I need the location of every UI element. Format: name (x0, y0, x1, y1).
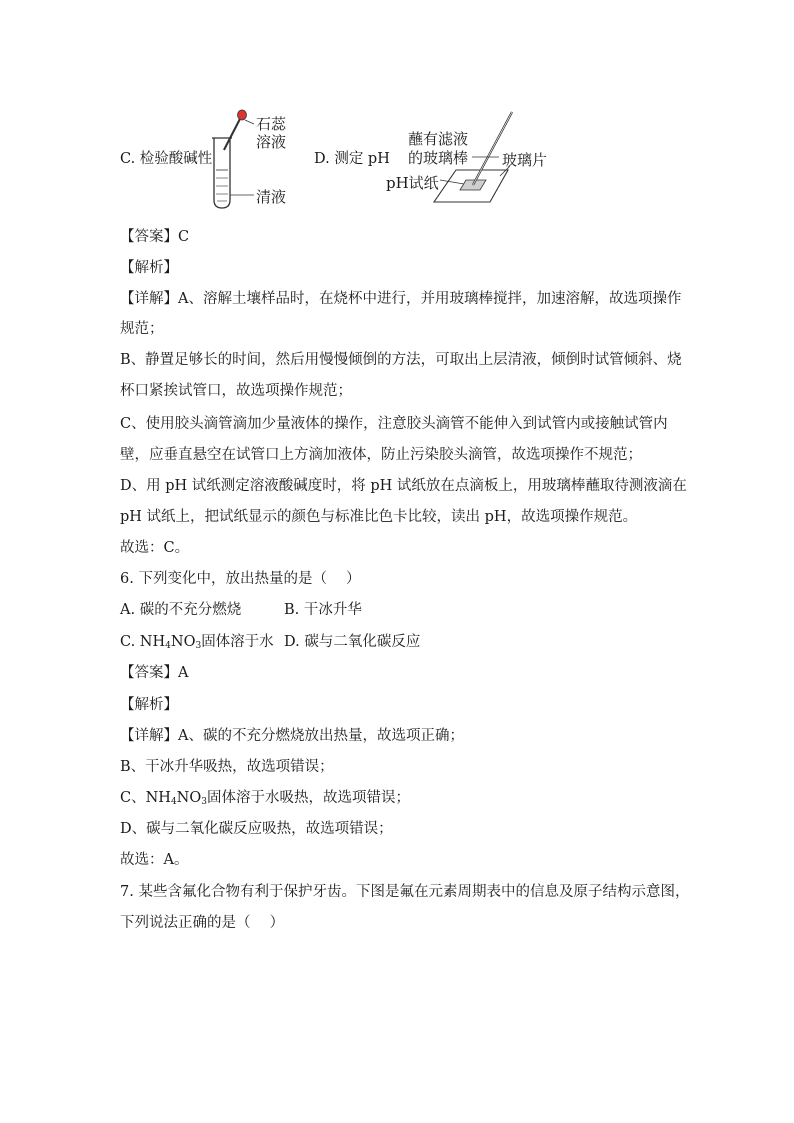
q5-answer: 【答案】C (120, 229, 190, 245)
q6-detail-line-2: B、干冰升华吸热，故选项错误； (120, 759, 334, 775)
option-d-label: D. 测定 pH (314, 151, 390, 167)
q5-detail-line-2: 规范； (120, 321, 164, 337)
q6-stem: 6. 下列变化中，放出热量的是（ ） (120, 571, 361, 587)
q5-detail-line-6: 壁，应垂直悬空在试管口上方滴加液体，防止污染胶头滴管，故选项操作不规范； (120, 447, 642, 463)
q6-answer: 【答案】A (120, 665, 189, 681)
q7-stem-line-2: 下列说法正确的是（ ） (120, 915, 285, 931)
q5-detail-line-3: B、静置足够长的时间，然后用慢慢倾倒的方法，可取出上层清液，倾倒时试管倾斜、烧 (120, 352, 682, 368)
glass-rod-label-1: 蘸有滤液 (408, 130, 469, 148)
litmus-label-1: 石蕊 (256, 115, 287, 133)
q5-detail-line-1: 【详解】A、溶解土壤样品时，在烧杯中进行，并用玻璃棒搅拌，加速溶解，故选项操作 (120, 291, 682, 307)
q6-option-d: D. 碳与二氧化碳反应 (284, 634, 421, 650)
q5-detail-line-4: 杯口紧挨试管口，故选项操作规范； (120, 383, 352, 399)
test-tube-dropper-figure (200, 100, 310, 220)
q6-option-c: C. $NH_4NO_3$固体溶于水 (120, 634, 274, 651)
q5-detail-line-5: C、使用胶头滴管滴加少量液体的操作，注意胶头滴管不能伸入到试管内或接触试管内 (120, 416, 668, 432)
q6-option-b: B. 干冰升华 (284, 602, 362, 618)
q7-stem-line-1: 7. 某些含氟化合物有利于保护牙齿。下图是氟在元素周期表中的信息及原子结构示意图， (120, 884, 690, 900)
q5-choice: 故选：C。 (120, 540, 190, 556)
ph-paper-label: pH试纸 (386, 174, 439, 192)
q5-detail-line-8: pH 试纸上，把试纸显示的颜色与标准比色卡比较，读出 pH，故选项操作规范。 (120, 509, 638, 525)
q6-detail-line-4: D、碳与二氧化碳反应吸热，故选项错误； (120, 821, 393, 837)
glass-plate-label: 玻璃片 (502, 151, 548, 169)
clear-liquid-label: 清液 (256, 188, 287, 206)
q5-detail-line-7: D、用 pH 试纸测定溶液酸碱度时，将 pH 试纸放在点滴板上，用玻璃棒蘸取待测液滴在 (120, 478, 687, 494)
q5-analysis-heading: 【解析】 (120, 260, 178, 276)
q6-choice: 故选：A。 (120, 852, 189, 868)
q6-option-a: A. 碳的不充分燃烧 (120, 602, 242, 618)
option-c-label: C. 检验酸碱性 (120, 151, 213, 167)
litmus-label-2: 溶液 (256, 133, 287, 151)
q6-detail-line-1: 【详解】A、碳的不充分燃烧放出热量，故选项正确； (120, 728, 464, 744)
q6-detail-line-3: C、$NH_4NO_3$固体溶于水吸热，故选项错误； (120, 790, 410, 807)
glass-rod-label-2: 的玻璃棒 (408, 149, 469, 167)
q6-analysis-heading: 【解析】 (120, 697, 178, 713)
